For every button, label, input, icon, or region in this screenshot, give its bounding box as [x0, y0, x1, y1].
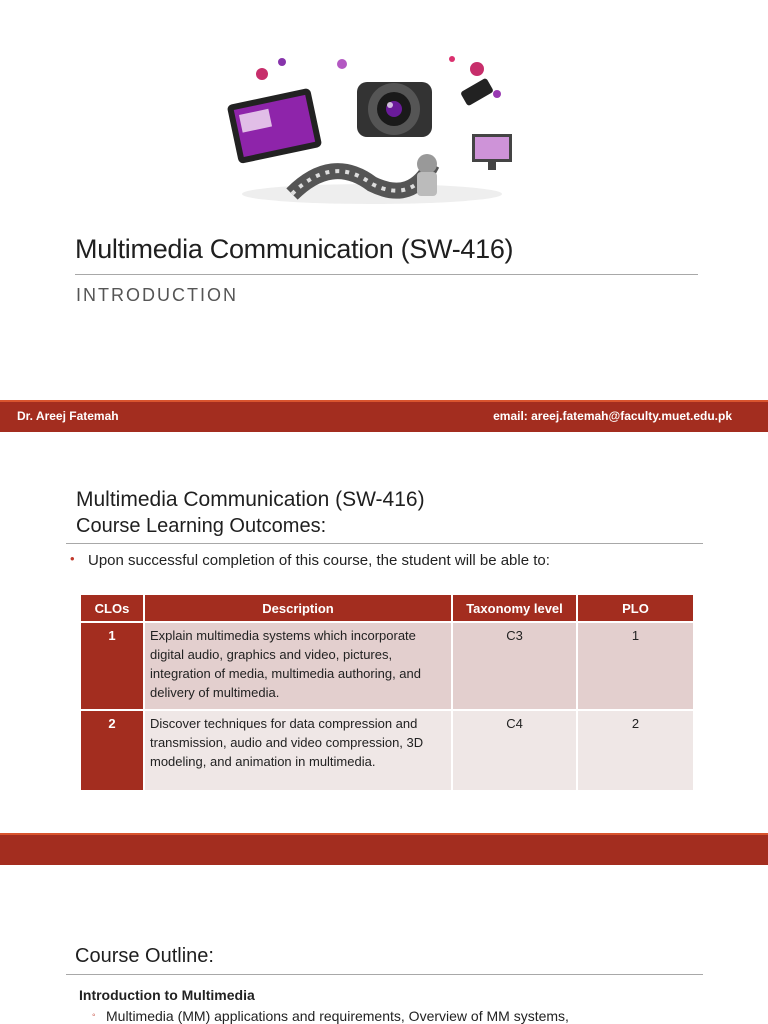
- intro-bullet: Upon successful completion of this course, the student will be able to:: [88, 552, 550, 569]
- clo-description: Discover techniques for data compression and transmission, audio and video compression, 3D modeling, and animation in multimedia.: [144, 710, 452, 791]
- clo-taxonomy: C4: [452, 710, 577, 791]
- table-row: [80, 710, 694, 791]
- bullet-icon: •: [70, 551, 75, 566]
- slide-title-text: Multimedia Communication (SW-416): [75, 234, 514, 264]
- title-divider: [75, 274, 698, 275]
- clo-plo: 2: [577, 710, 694, 791]
- circle-bullet-icon: ◦: [92, 1010, 96, 1021]
- multimedia-collage-image: [222, 44, 524, 206]
- section-heading: Introduction to Multimedia: [79, 987, 255, 1003]
- title-divider: [66, 543, 703, 544]
- footer-author: Dr. Areej Fatemah: [17, 409, 119, 423]
- clo-number: 2: [80, 710, 144, 791]
- table-header-row: [80, 594, 694, 622]
- slide-course-outline: [0, 865, 768, 1024]
- clo-description: Explain multimedia systems which incorporate digital audio, graphics and video, pictures, integration of media, multimedia authoring, and delivery of multimedia.: [144, 622, 452, 710]
- title-divider: [66, 974, 703, 975]
- slide-subtitle: INTRODUCTION: [76, 285, 238, 305]
- header-taxonomy: Taxonomy level: [452, 594, 577, 622]
- footer-email: email: areej.fatemah@faculty.muet.edu.pk: [493, 409, 732, 423]
- clo-table: [79, 593, 695, 792]
- table-row: [80, 622, 694, 710]
- header-description: Description: [144, 594, 452, 622]
- outline-item: Multimedia (MM) applications and requirements, Overview of MM systems,: [106, 1008, 569, 1024]
- slide-footer-bar: [0, 833, 768, 865]
- header-clos: CLOs: [80, 594, 144, 622]
- clo-taxonomy: C3: [452, 622, 577, 710]
- slide-title-line2: Course Learning Outcomes:: [76, 515, 327, 537]
- slide-title: [0, 0, 768, 400]
- slide-title-line1: Multimedia Communication (SW-416): [76, 488, 425, 511]
- slide-course-learning-outcomes: [0, 432, 768, 832]
- clo-number: 1: [80, 622, 144, 710]
- clo-plo: 1: [577, 622, 694, 710]
- slide-title-text: Course Outline:: [75, 945, 214, 967]
- header-plo: PLO: [577, 594, 694, 622]
